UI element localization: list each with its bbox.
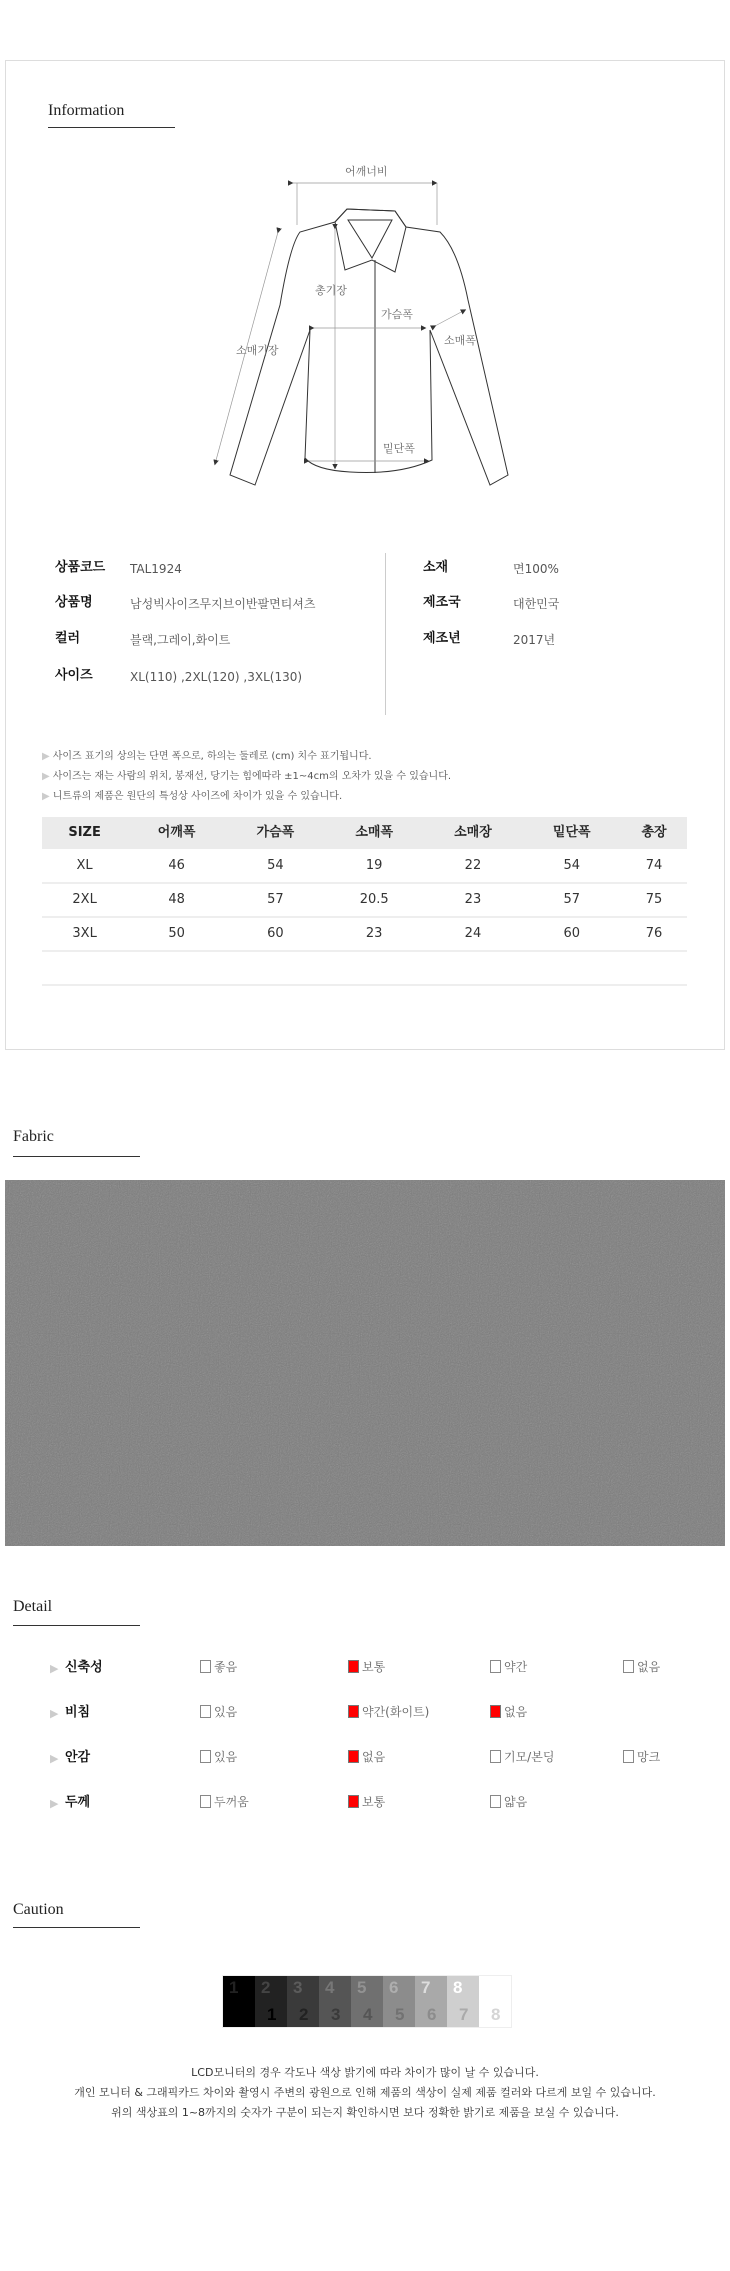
divider [13, 1927, 140, 1928]
table-row [42, 849, 687, 883]
info-value: 블랙,그레이,화이트 [130, 633, 231, 647]
checkbox-icon[interactable] [348, 1795, 359, 1808]
caution-text: 위의 색상표의 1~8까지의 숫자가 구분이 되는지 확인하시면 보다 정확한 밝기로 제품을 보실 수 있습니다. [111, 2106, 619, 2119]
info-label: 소재 [423, 560, 449, 575]
table-row [42, 917, 687, 951]
table-cell: 2XL [42, 883, 127, 917]
swatch-cell [287, 1976, 319, 2027]
option-label: 있음 [214, 1705, 238, 1719]
size-note: ▶ 니트류의 제품은 원단의 특성상 사이즈에 차이가 있을 수 있습니다. [42, 791, 343, 802]
size-table [42, 817, 687, 986]
table-cell: 57 [522, 883, 621, 917]
table-row-empty [42, 951, 687, 985]
detail-option[interactable] [490, 1705, 527, 1720]
swatch-number-top: 5 [357, 1978, 367, 1997]
table-cell: 46 [127, 849, 226, 883]
column-header: 가슴폭 [226, 817, 325, 849]
detail-option[interactable] [490, 1660, 527, 1675]
table-cell: 54 [522, 849, 621, 883]
size-note: ▶ 사이즈는 재는 사람의 위치, 봉재선, 당기는 힘에따라 ±1~4cm의 오차가 있을 수 있습니다. [42, 771, 452, 782]
table-cell [226, 951, 325, 985]
swatch-number-top: 2 [261, 1978, 271, 1997]
checkbox-icon[interactable] [200, 1660, 211, 1673]
option-label: 좋음 [214, 1660, 238, 1674]
table-cell: 23 [424, 883, 523, 917]
swatch-number-bottom: 1 [267, 2005, 277, 2024]
label-chest: 가슴폭 [381, 308, 413, 321]
checkbox-icon[interactable] [348, 1705, 359, 1718]
swatch-cell [351, 1976, 383, 2027]
column-header: 소매장 [424, 817, 523, 849]
swatch-number-top: 6 [389, 1978, 399, 1997]
label-hem: 밑단폭 [383, 442, 415, 455]
caution-text: LCD모니터의 경우 각도나 색상 밝기에 따라 차이가 많이 날 수 있습니다. [191, 2066, 539, 2079]
option-label: 있음 [214, 1750, 238, 1764]
brightness-swatch [222, 1975, 512, 2028]
fabric-heading: Fabric [13, 1128, 54, 1145]
detail-heading: Detail [13, 1598, 53, 1615]
info-label: 상품명 [55, 595, 93, 610]
detail-option[interactable] [348, 1795, 385, 1810]
info-label: 제조년 [423, 631, 461, 646]
table-cell: 19 [325, 849, 424, 883]
detail-option[interactable] [200, 1795, 249, 1810]
option-label: 기모/본딩 [504, 1750, 555, 1764]
info-label: 사이즈 [55, 668, 93, 683]
detail-option[interactable] [200, 1705, 237, 1720]
option-label: 보통 [362, 1795, 386, 1809]
detail-option[interactable] [490, 1750, 554, 1765]
info-value: 남성빅사이즈무지브이반팔면티셔츠 [130, 597, 316, 611]
swatch-number-top: 8 [453, 1978, 463, 1997]
divider [48, 127, 175, 128]
info-value: TAL1924 [130, 562, 182, 576]
option-label: 없음 [637, 1660, 661, 1674]
detail-option[interactable] [623, 1660, 660, 1675]
checkbox-icon[interactable] [490, 1705, 501, 1718]
arrow-icon: ▶ [50, 1797, 59, 1810]
table-cell: 60 [522, 917, 621, 951]
note-text: 사이즈는 재는 사람의 위치, 봉재선, 당기는 힘에따라 ±1~4cm의 오차가 있을 수 있습니다. [52, 771, 452, 782]
column-header: 어깨폭 [127, 817, 226, 849]
table-cell: 74 [621, 849, 687, 883]
table-cell [127, 951, 226, 985]
checkbox-icon[interactable] [200, 1795, 211, 1808]
option-label: 얇음 [504, 1795, 528, 1809]
detail-label: 신축성 [65, 1660, 103, 1675]
swatch-cell [223, 1976, 255, 2027]
checkbox-icon[interactable] [348, 1660, 359, 1673]
swatch-number-bottom: 4 [363, 2005, 373, 2024]
detail-option[interactable] [348, 1705, 429, 1720]
checkbox-icon[interactable] [348, 1750, 359, 1763]
table-cell: 22 [424, 849, 523, 883]
arrow-icon: ▶ [50, 1662, 59, 1675]
option-label: 보통 [362, 1660, 386, 1674]
info-label: 컬러 [55, 631, 81, 646]
caution-heading: Caution [13, 1901, 64, 1918]
table-cell: 24 [424, 917, 523, 951]
checkbox-icon[interactable] [490, 1660, 501, 1673]
checkbox-icon[interactable] [200, 1750, 211, 1763]
swatch-cell [319, 1976, 351, 2027]
table-cell: 60 [226, 917, 325, 951]
table-cell [42, 951, 127, 985]
swatch-number-top: 7 [421, 1978, 431, 1997]
information-heading: Information [48, 102, 125, 119]
label-length: 총기장 [315, 284, 347, 297]
arrow-icon: ▶ [50, 1752, 59, 1765]
swatch-cell [383, 1976, 415, 2027]
fabric-texture-image [5, 1180, 725, 1546]
info-label: 상품코드 [55, 560, 106, 575]
table-cell: 20.5 [325, 883, 424, 917]
option-label: 약간 [504, 1660, 528, 1674]
column-header: SIZE [42, 817, 127, 849]
swatch-cell [415, 1976, 447, 2027]
table-cell: 48 [127, 883, 226, 917]
option-label: 없음 [362, 1750, 386, 1764]
swatch-number-bottom: 8 [491, 2005, 501, 2024]
table-cell: 75 [621, 883, 687, 917]
checkbox-icon[interactable] [490, 1750, 501, 1763]
table-cell: 76 [621, 917, 687, 951]
table-cell [424, 951, 523, 985]
detail-option[interactable] [200, 1660, 237, 1675]
option-label: 없음 [504, 1705, 528, 1719]
detail-option[interactable] [490, 1795, 527, 1810]
swatch-number-bottom: 2 [299, 2005, 309, 2024]
swatch-number-top: 3 [293, 1978, 303, 1997]
option-label: 두꺼움 [214, 1795, 249, 1809]
note-text: 사이즈 표기의 상의는 단면 폭으로, 하의는 둘레로 (cm) 치수 표기됩니다. [52, 751, 372, 762]
size-note: ▶ 사이즈 표기의 상의는 단면 폭으로, 하의는 둘레로 (cm) 치수 표기됩니다. [42, 751, 372, 762]
table-cell: XL [42, 849, 127, 883]
column-header: 밑단폭 [522, 817, 621, 849]
info-value: XL(110) ,2XL(120) ,3XL(130) [130, 670, 303, 684]
swatch-number-top: 4 [325, 1978, 335, 1997]
info-value: 면100% [513, 562, 559, 576]
info-value: 2017년 [513, 633, 556, 647]
label-shoulder: 어깨너비 [345, 165, 388, 178]
detail-label: 두께 [65, 1795, 91, 1810]
swatch-number-bottom: 5 [395, 2005, 405, 2024]
table-cell [621, 951, 687, 985]
swatch-number-bottom: 7 [459, 2005, 469, 2024]
detail-label: 비침 [65, 1705, 91, 1720]
checkbox-icon[interactable] [623, 1750, 634, 1763]
detail-option[interactable] [200, 1750, 237, 1765]
table-row [42, 883, 687, 917]
table-cell: 23 [325, 917, 424, 951]
label-sleeve-width: 소매폭 [444, 334, 476, 347]
detail-label: 안감 [65, 1750, 91, 1765]
divider [385, 553, 386, 715]
arrow-icon: ▶ [50, 1707, 59, 1720]
info-value: 대한민국 [513, 597, 560, 611]
swatch-cell [479, 1976, 511, 2027]
note-text: 니트류의 제품은 원단의 특성상 사이즈에 차이가 있을 수 있습니다. [52, 791, 343, 802]
option-label: 약간(화이트) [362, 1705, 430, 1719]
table-cell: 50 [127, 917, 226, 951]
table-cell [522, 951, 621, 985]
column-header: 소매폭 [325, 817, 424, 849]
detail-option[interactable] [348, 1660, 385, 1675]
column-header: 총장 [621, 817, 687, 849]
info-label: 제조국 [423, 595, 461, 610]
label-sleeve-length: 소매기장 [236, 344, 279, 357]
swatch-number-top: 1 [229, 1978, 239, 1997]
detail-option[interactable] [623, 1750, 660, 1765]
caution-text: 개인 모니터 & 그래픽카드 차이와 촬영시 주변의 광원으로 인해 제품의 색상이 실제 제품 컬러와 다르게 보일 수 있습니다. [74, 2086, 656, 2099]
option-label: 망크 [637, 1750, 661, 1764]
table-cell: 57 [226, 883, 325, 917]
divider [13, 1625, 140, 1626]
table-cell [325, 951, 424, 985]
swatch-number-bottom: 3 [331, 2005, 341, 2024]
table-cell: 3XL [42, 917, 127, 951]
swatch-cell [447, 1976, 479, 2027]
table-cell: 54 [226, 849, 325, 883]
swatch-number-bottom: 6 [427, 2005, 437, 2024]
detail-option[interactable] [348, 1750, 385, 1765]
swatch-cell [255, 1976, 287, 2027]
shirt-size-diagram [200, 150, 540, 490]
checkbox-icon[interactable] [623, 1660, 634, 1673]
divider [13, 1156, 140, 1157]
checkbox-icon[interactable] [200, 1705, 211, 1718]
checkbox-icon[interactable] [490, 1795, 501, 1808]
